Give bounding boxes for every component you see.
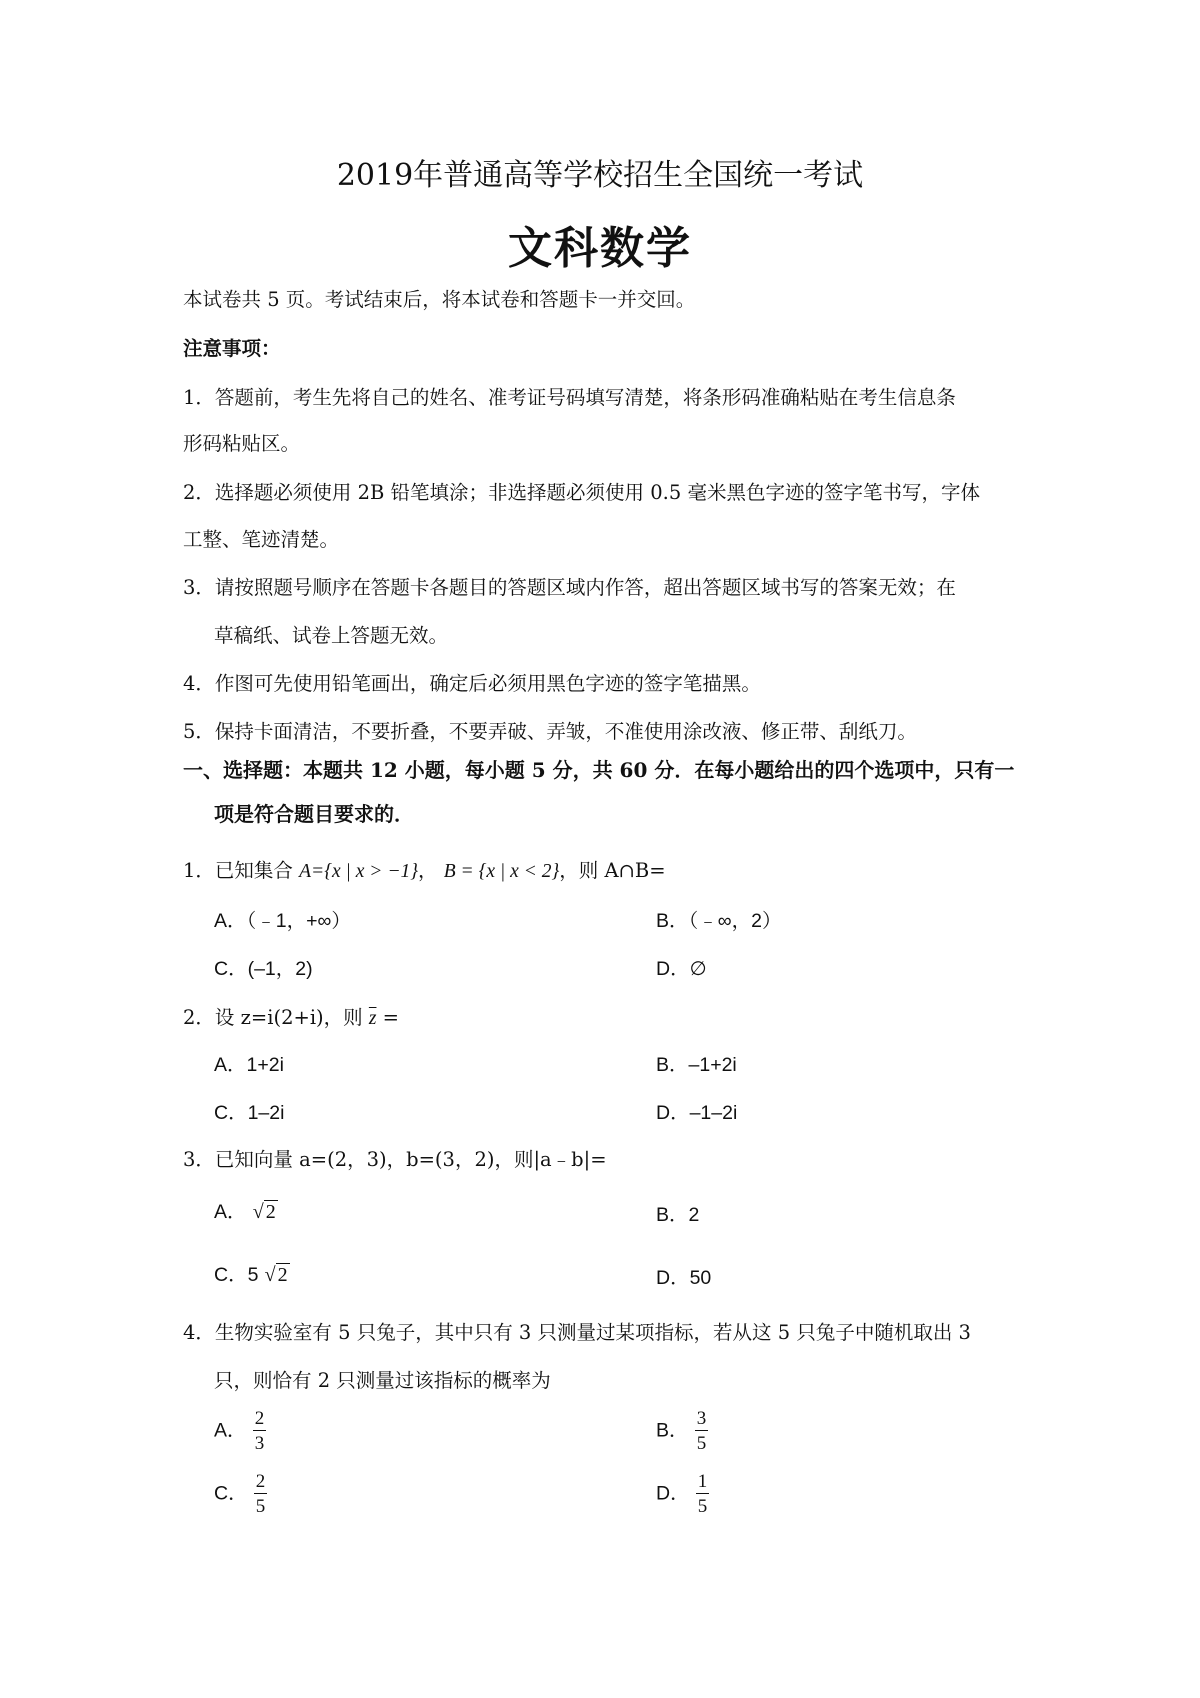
option-b: B．（﹣∞，2） — [656, 910, 782, 932]
fraction — [696, 1472, 710, 1516]
denominator: 5 — [255, 1496, 266, 1517]
option-label: D． — [656, 1482, 690, 1505]
option-d: D．50 — [656, 1267, 712, 1289]
radicand: 2 — [265, 1201, 276, 1223]
notice-line: 4．作图可先使用铅笔画出，确定后必须用黑色字迹的签字笔描黑。 — [183, 672, 761, 695]
denominator: 5 — [696, 1433, 707, 1454]
section-heading: 一、选择题：本题共 12 小题，每小题 5 分，共 60 分．在每小题给出的四个选项中，只有一 — [183, 758, 1015, 782]
exam-title: 2019年普通高等学校招生全国统一考试 — [336, 158, 864, 193]
sqrt-expression: √ 2 — [252, 1201, 276, 1223]
question-4 — [183, 1317, 971, 1345]
option-b: B．–1+2i — [656, 1054, 737, 1076]
question-4-cont: 只，则恰有 2 只测量过该指标的概率为 — [214, 1369, 551, 1392]
option-d: D．–1–2i — [656, 1102, 738, 1124]
question-text: 已知向量 a=(2，3)，b=(3，2)，则|a﹣b|= — [214, 1148, 607, 1171]
notice-line: 1．答题前，考生先将自己的姓名、准考证号码填写清楚，将条形码准确粘贴在考生信息条 — [183, 386, 956, 409]
subject-title: 文科数学 — [508, 223, 692, 274]
question-number: 2． — [183, 1006, 215, 1029]
notice-line: 3．请按照题号顺序在答题卡各题目的答题区域内作答，超出答题区域书写的答案无效；在 — [183, 576, 956, 599]
question-2 — [183, 1002, 399, 1030]
question-number: 1． — [183, 859, 215, 882]
option-c — [214, 1472, 267, 1516]
option-d — [656, 1472, 709, 1516]
question-number: 3． — [183, 1148, 215, 1171]
fraction — [695, 1409, 709, 1453]
fraction — [253, 1409, 267, 1453]
notice-line: 5．保持卡面清洁，不要折叠，不要弄破、弄皱，不准使用涂改液、修正带、刮纸刀。 — [183, 720, 917, 743]
option-label: C．5 — [214, 1264, 259, 1286]
question-text: 设 z=i(2+i)，则 — [214, 1006, 363, 1029]
radicand: 2 — [277, 1264, 288, 1286]
option-a: A．（﹣1，+∞） — [214, 910, 351, 932]
numerator: 2 — [255, 1471, 266, 1492]
option-c: C．1–2i — [214, 1102, 285, 1124]
numerator: 3 — [696, 1408, 707, 1429]
option-label: C． — [214, 1482, 248, 1505]
option-c: C．(–1，2) — [214, 958, 313, 980]
option-a: A．1+2i — [214, 1054, 284, 1076]
intro-text: 本试卷共 5 页。考试结束后，将本试卷和答题卡一并交回。 — [183, 288, 696, 311]
option-label: A． — [214, 1419, 247, 1442]
set-a: A={x | x > −1} — [299, 861, 419, 882]
notice-line: 草稿纸、试卷上答题无效。 — [214, 624, 449, 647]
option-a — [214, 1409, 266, 1453]
question-1 — [183, 855, 666, 883]
option-d: D．∅ — [656, 958, 707, 980]
option-label: A． — [214, 1201, 247, 1223]
equals-sign: = — [376, 1006, 400, 1029]
option-c — [214, 1259, 290, 1287]
option-b — [656, 1409, 708, 1453]
question-3 — [183, 1144, 607, 1172]
notice-line: 工整、笔迹清楚。 — [183, 528, 340, 551]
denominator: 3 — [254, 1433, 265, 1454]
numerator: 1 — [697, 1471, 708, 1492]
notice-heading: 注意事项： — [183, 337, 281, 360]
conjugate-z: $\overline{z}$ — [368, 1008, 377, 1029]
option-b: B．2 — [656, 1204, 700, 1226]
question-number: 4． — [183, 1321, 215, 1344]
notice-line: 形码粘贴区。 — [183, 432, 301, 455]
fraction — [254, 1472, 268, 1516]
numerator: 2 — [254, 1408, 265, 1429]
separator: ， — [418, 859, 438, 882]
set-b: B = {x | x < 2} — [443, 861, 560, 882]
question-tail: ，则 A∩B= — [559, 859, 666, 882]
sqrt-expression: √ 2 — [264, 1264, 288, 1286]
section-heading-cont: 项是符合题目要求的． — [214, 802, 414, 826]
option-label: B． — [656, 1419, 689, 1442]
question-text: 已知集合 — [214, 859, 293, 882]
denominator: 5 — [697, 1496, 708, 1517]
option-a — [214, 1196, 278, 1224]
question-text: 生物实验室有 5 只兔子，其中只有 3 只测量过某项指标，若从这 5 只兔子中随机取出 3 — [214, 1321, 971, 1344]
notice-line: 2．选择题必须使用 2B 铅笔填涂；非选择题必须使用 0.5 毫米黑色字迹的签字笔书写，字体 — [183, 481, 980, 504]
